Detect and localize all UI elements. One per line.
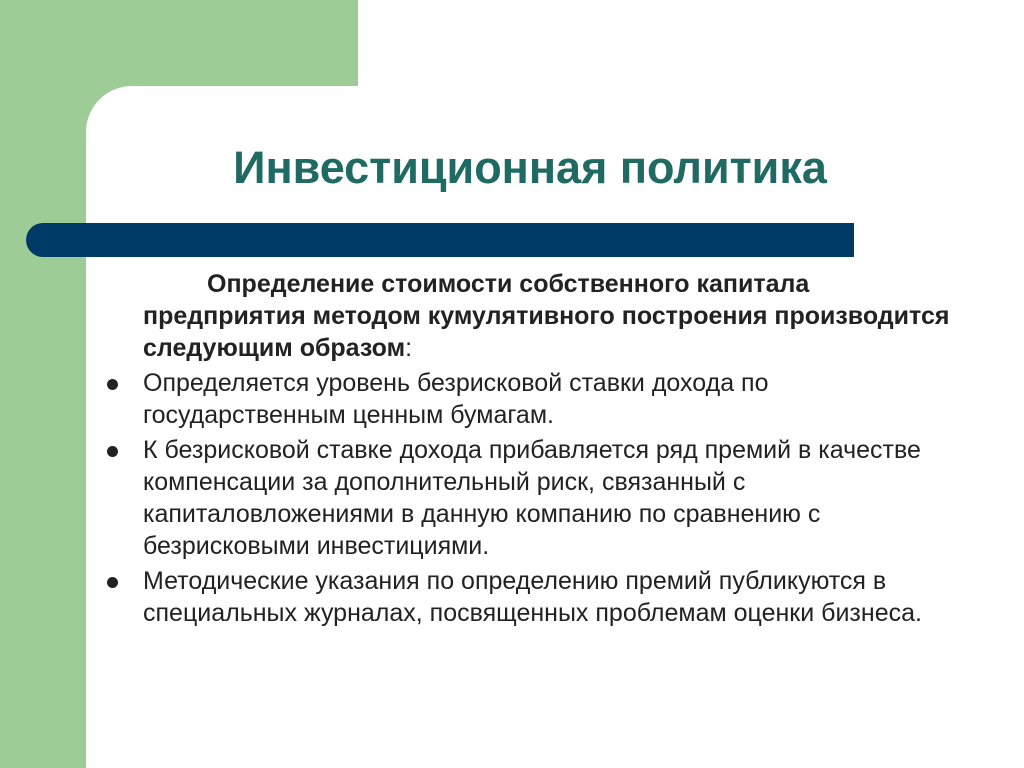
list-item [143,565,953,629]
list-item [143,434,953,562]
bullet-list [143,367,953,629]
intro-suffix: : [405,334,413,362]
bullet-text: Методические указания по определению премий публикуются в специальных журналах, посвященных проблемам оценки бизнеса. [143,567,922,627]
intro-bold-text: Определение стоимости собственного капитала предприятия методом кумулятивного построения производится следующим образом [143,270,950,362]
slide-body [143,268,953,632]
bullet-text: К безрисковой ставке дохода прибавляется ряд премий в качестве компенсации за дополнительный риск, связанный с капиталовложениями в данную компанию по сравнению с безрисковыми инвестициями. [143,436,921,560]
title-underline-bar [26,223,854,257]
bullet-dot-icon [107,379,118,390]
bullet-text: Определяется уровень безрисковой ставки дохода по государственным ценным бумагам. [143,369,769,429]
intro-paragraph [143,268,953,364]
bullet-dot-icon [107,577,118,588]
list-item [143,367,953,431]
slide-title: Инвестиционная политика [233,142,827,193]
bullet-dot-icon [107,446,118,457]
